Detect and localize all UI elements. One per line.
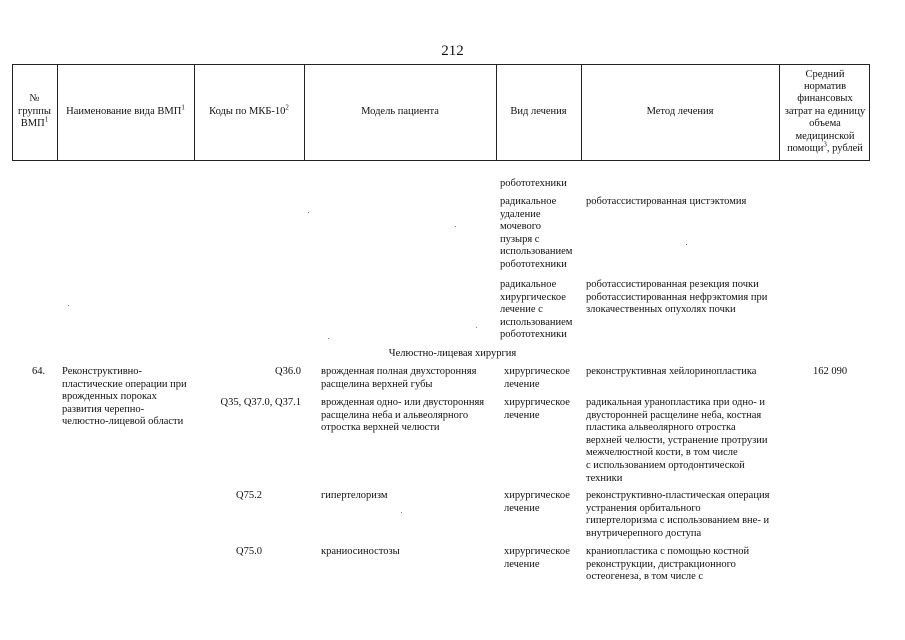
header-treatment-type-text: Вид лечения	[510, 105, 567, 117]
treatment-type: хирургическое лечение	[504, 366, 570, 390]
patient-model: врожденная полная двухсторонняя расщелина верхней губы	[321, 366, 477, 390]
header-treatment-method	[581, 64, 779, 160]
continuation-treatment: радикальное удаление мочевого пузыря с использованием робототехники	[500, 196, 573, 270]
header-cost-norm-tail: , рублей	[826, 143, 863, 155]
patient-model: врожденная одно- или двусторонняя расщелина неба и альвеолярного отростка верхней челюсти	[321, 397, 485, 434]
footnote-mark: 1	[181, 103, 185, 112]
continuation-treatment: робототехники	[500, 178, 567, 189]
scan-speck	[328, 338, 329, 339]
continuation-method: роботассистированная резекция почки роботассистированная нефрэктомия при злокачественных опухолях почки	[586, 279, 768, 316]
header-treatment-type	[496, 64, 581, 160]
treatment-method: краниопластика с помощью костной реконструкции, дистракционного остеогенеза, в том числе с	[586, 546, 750, 583]
scan-speck	[455, 226, 456, 227]
header-icd-codes	[194, 64, 304, 160]
section-title: Челюстно-лицевая хирургия	[388, 348, 517, 359]
scan-speck	[686, 244, 687, 245]
header-patient-model-text: Модель пациента	[361, 105, 439, 117]
treatment-method: реконструктивная хейлоринопластика	[586, 366, 757, 377]
header-cost-norm-text: Средний норматив финансовых затрат на единицу объема медицинской помощи	[784, 68, 866, 155]
header-vmp-name-text: Наименование вида ВМП	[66, 105, 182, 117]
treatment-method: радикальная уранопластика при одно- и двусторонней расщелине неба, костная пластика альвеолярного отростка верхней челюсти, устранение протрузии межчелюстной кости, в том числе с использованием ортодонтической техники	[586, 397, 768, 484]
patient-model: гипертелоризм	[321, 490, 388, 501]
scan-speck	[401, 512, 402, 513]
group-number: 64.	[32, 366, 46, 377]
icd-codes: Q75.2	[236, 490, 262, 501]
header-group-no-text: № группы ВМП	[18, 93, 51, 130]
scan-speck	[68, 305, 69, 306]
header-group-no	[12, 64, 57, 160]
patient-model: краниосиностозы	[321, 546, 400, 557]
group-name: Реконструктивно- пластические операции при врожденных пороках развития черепно- челюстно-лицевой области	[62, 366, 187, 428]
footnote-mark: 1	[44, 115, 49, 124]
header-vmp-name	[57, 64, 194, 160]
treatment-type: хирургическое лечение	[504, 490, 570, 514]
page-number: 212	[441, 43, 464, 59]
treatment-type: хирургическое лечение	[504, 397, 570, 421]
scan-speck	[308, 212, 309, 213]
footnote-mark: 2	[285, 103, 289, 112]
header-patient-model	[304, 64, 496, 160]
icd-codes: Q36.0	[275, 366, 301, 377]
continuation-method: роботассистированная цистэктомия	[586, 196, 747, 207]
header-icd-codes-text: Коды по МКБ-10	[209, 105, 286, 117]
continuation-treatment: радикальное хирургическое лечение с использованием робототехники	[500, 279, 573, 341]
icd-codes: Q75.0	[236, 546, 262, 557]
header-treatment-method-text: Метод лечения	[646, 105, 714, 117]
icd-codes: Q35, Q37.0, Q37.1	[220, 397, 301, 408]
footnote-mark: 3	[823, 140, 827, 149]
treatment-type: хирургическое лечение	[504, 546, 570, 570]
group-cost: 162 090	[812, 366, 848, 377]
header-cost-norm	[779, 64, 871, 160]
header-bottom-border	[12, 160, 869, 161]
treatment-method: реконструктивно-пластическая операция устранения орбитального гипертелоризма с использованием вне- и внутричерепного доступа	[586, 490, 770, 539]
scan-speck	[476, 327, 477, 328]
